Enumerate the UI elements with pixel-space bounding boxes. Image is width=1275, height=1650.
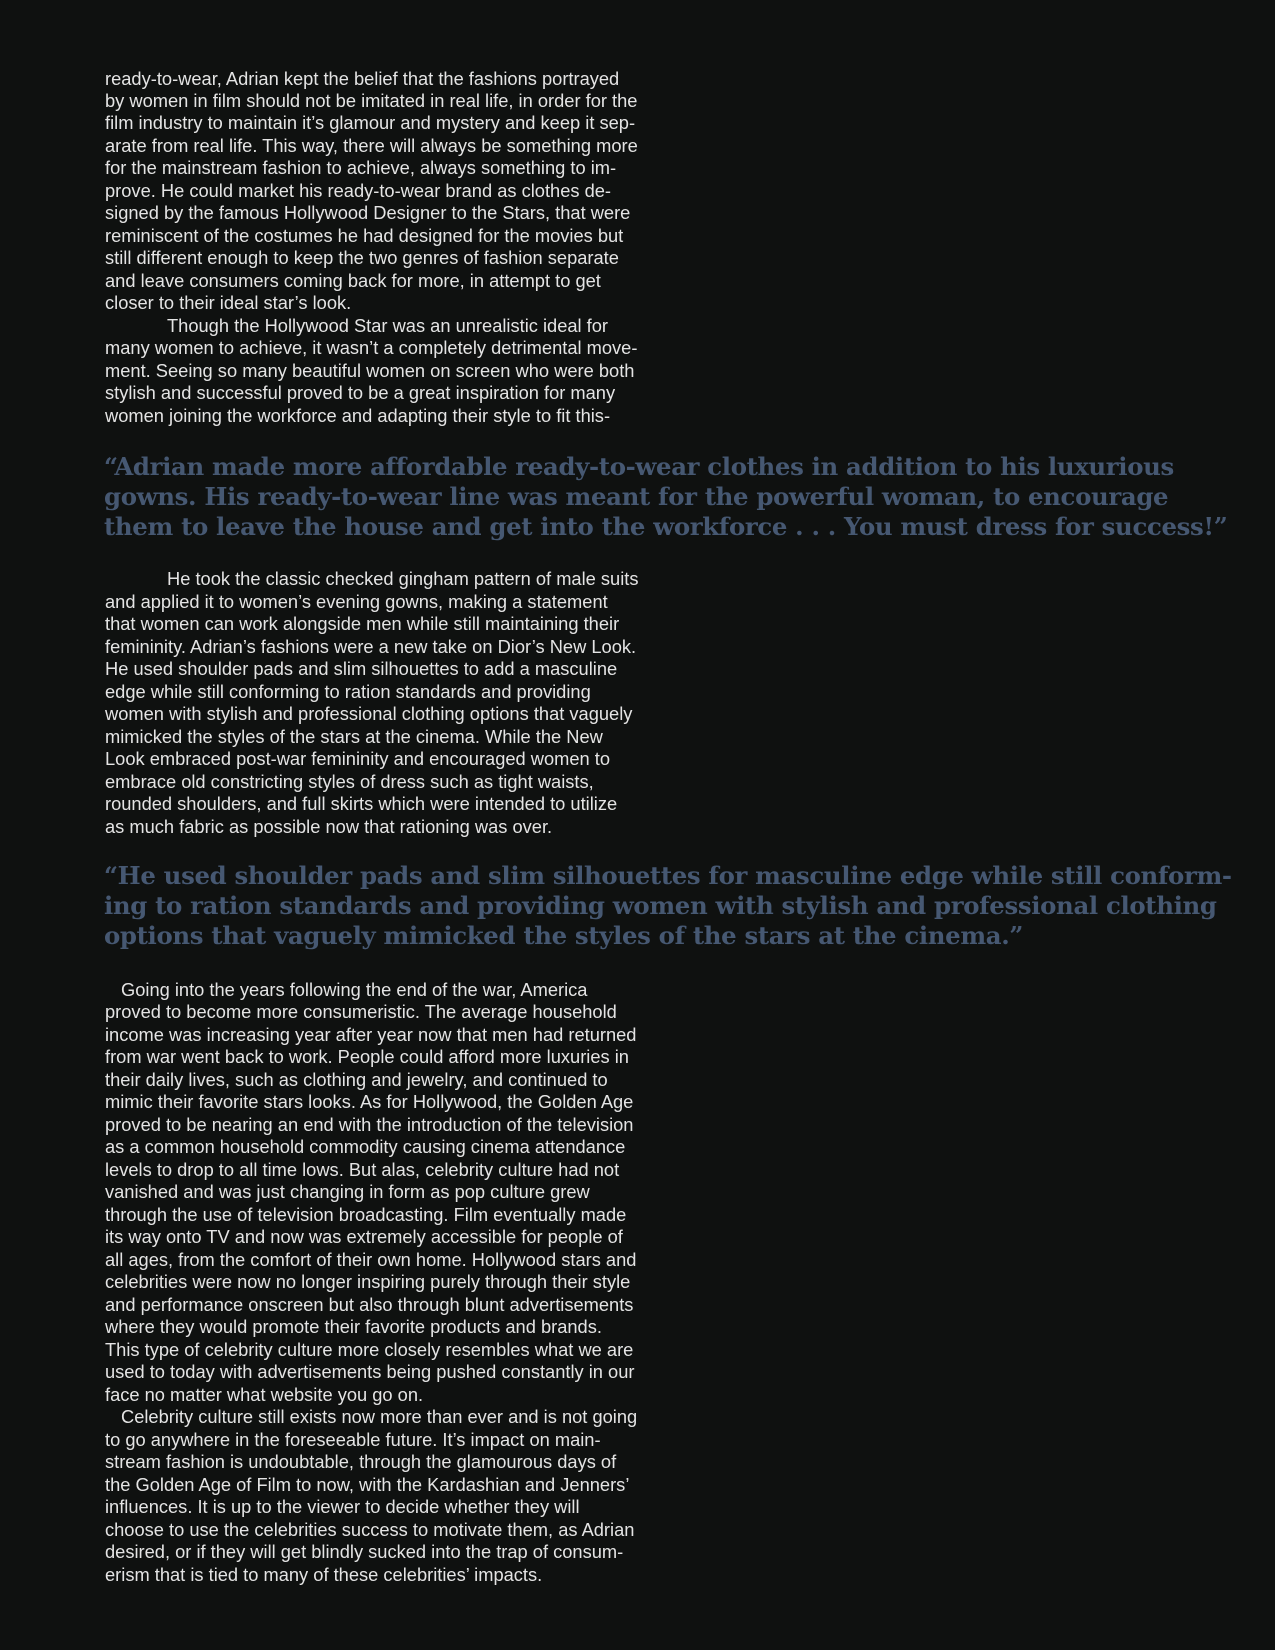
body-text-line: Celebrity culture still exists now more than ever and is not going: [121, 1406, 638, 1427]
body-text-line: to go anywhere in the foreseeable future. It’s impact on main-: [105, 1429, 601, 1450]
body-text-line: levels to drop to all time lows. But alas, celebrity culture had not: [105, 1159, 620, 1180]
body-text-line: face no matter what website you go on.: [105, 1384, 424, 1405]
body-text-line: and leave consumers coming back for more, in attempt to get: [105, 270, 601, 291]
body-text-line: many women to achieve, it wasn’t a completely detrimental move-: [105, 337, 638, 358]
body-text-line: Look embraced post-war femininity and encouraged women to: [105, 748, 611, 769]
body-text-line: closer to their ideal star’s look.: [105, 292, 352, 313]
body-text-line: as a common household commodity causing cinema attendance: [105, 1136, 626, 1157]
body-text-line: still different enough to keep the two genres of fashion separate: [105, 247, 619, 268]
body-text-line: its way onto TV and now was extremely accessible for people of: [105, 1226, 623, 1247]
body-text-line: arate from real life. This way, there will always be something more: [105, 135, 638, 156]
body-text-line: choose to use the celebrities success to motivate them, as Adrian: [105, 1519, 635, 1540]
body-text-line: where they would promote their favorite products and brands.: [105, 1316, 602, 1337]
body-text-line: their daily lives, such as clothing and jewelry, and continued to: [105, 1069, 608, 1090]
body-text-line: influences. It is up to the viewer to decide whether they will: [105, 1496, 580, 1517]
body-text-line: mimicked the styles of the stars at the cinema. While the New: [105, 726, 603, 747]
body-text-line: erism that is tied to many of these celebrities’ impacts.: [105, 1564, 543, 1585]
pull-quote-line: ing to ration standards and providing women with stylish and professional clothing: [104, 891, 1217, 920]
body-text-line: This type of celebrity culture more closely resembles what we are: [105, 1339, 634, 1360]
body-text-line: Though the Hollywood Star was an unrealistic ideal for: [167, 315, 609, 336]
body-text-line: from war went back to work. People could afford more luxuries in: [105, 1046, 629, 1067]
body-text-line: through the use of television broadcasting. Film eventually made: [105, 1204, 627, 1225]
body-text-line: income was increasing year after year now that men had returned: [105, 1024, 637, 1045]
body-text-line: film industry to maintain it’s glamour and mystery and keep it sep-: [105, 112, 636, 133]
body-text-line: the Golden Age of Film to now, with the Kardashian and Jenners’: [105, 1474, 630, 1495]
body-text-line: rounded shoulders, and full skirts which were intended to utilize: [105, 793, 618, 814]
pull-quote-line: options that vaguely mimicked the styles of the stars at the cinema.”: [104, 921, 1024, 950]
body-text-line: edge while still conforming to ration standards and providing: [105, 681, 591, 702]
body-text-line: for the mainstream fashion to achieve, always something to im-: [105, 157, 617, 178]
body-text-line: that women can work alongside men while still maintaining their: [105, 613, 620, 634]
body-text-line: signed by the famous Hollywood Designer to the Stars, that were: [105, 202, 631, 223]
body-text-line: He took the classic checked gingham pattern of male suits: [167, 568, 639, 589]
body-text-line: desired, or if they will get blindly sucked into the trap of consum-: [105, 1541, 624, 1562]
body-text-line: ment. Seeing so many beautiful women on screen who were both: [105, 360, 635, 381]
body-text-line: proved to be nearing an end with the introduction of the television: [105, 1114, 634, 1135]
body-text-line: all ages, from the comfort of their own home. Hollywood stars and: [105, 1249, 637, 1270]
body-text-line: and applied it to women’s evening gowns, making a statement: [105, 591, 608, 612]
body-text-line: vanished and was just changing in form as pop culture grew: [105, 1181, 590, 1202]
body-text-line: ready-to-wear, Adrian kept the belief that the fashions portrayed: [105, 68, 620, 89]
body-text-line: embrace old constricting styles of dress such as tight waists,: [105, 771, 594, 792]
body-text-line: used to today with advertisements being pushed constantly in our: [105, 1361, 635, 1382]
pull-quote-line: gowns. His ready-to-wear line was meant for the powerful woman, to encourage: [104, 482, 1169, 511]
body-text-line: He used shoulder pads and slim silhouettes to add a masculine: [105, 658, 618, 679]
pull-quote-line: “Adrian made more affordable ready-to-wear clothes in addition to his luxurious: [104, 452, 1174, 481]
body-text-line: women with stylish and professional clothing options that vaguely: [105, 703, 633, 724]
pull-quote-line: “He used shoulder pads and slim silhouettes for masculine edge while still conform-: [104, 861, 1232, 890]
body-text-line: Going into the years following the end of the war, America: [121, 979, 588, 1000]
body-text-line: mimic their favorite stars looks. As for Hollywood, the Golden Age: [105, 1091, 634, 1112]
body-text-line: proved to become more consumeristic. The average household: [105, 1001, 617, 1022]
body-text-line: as much fabric as possible now that rationing was over.: [105, 816, 553, 837]
body-text-line: prove. He could market his ready-to-wear brand as clothes de-: [105, 180, 612, 201]
body-text-line: celebrities were now no longer inspiring purely through their style: [105, 1271, 631, 1292]
body-text-line: by women in film should not be imitated in real life, in order for the: [105, 90, 638, 111]
pull-quote-line: them to leave the house and get into the workforce . . . You must dress for success!”: [104, 512, 1228, 541]
body-text-line: femininity. Adrian’s fashions were a new take on Dior’s New Look.: [105, 636, 637, 657]
body-text-line: women joining the workforce and adapting their style to fit this-: [105, 405, 611, 426]
body-text-line: stream fashion is undoubtable, through the glamourous days of: [105, 1451, 617, 1472]
body-text-line: reminiscent of the costumes he had designed for the movies but: [105, 225, 624, 246]
body-text-line: and performance onscreen but also through blunt advertisements: [105, 1294, 634, 1315]
body-text-line: stylish and successful proved to be a great inspiration for many: [105, 382, 616, 403]
